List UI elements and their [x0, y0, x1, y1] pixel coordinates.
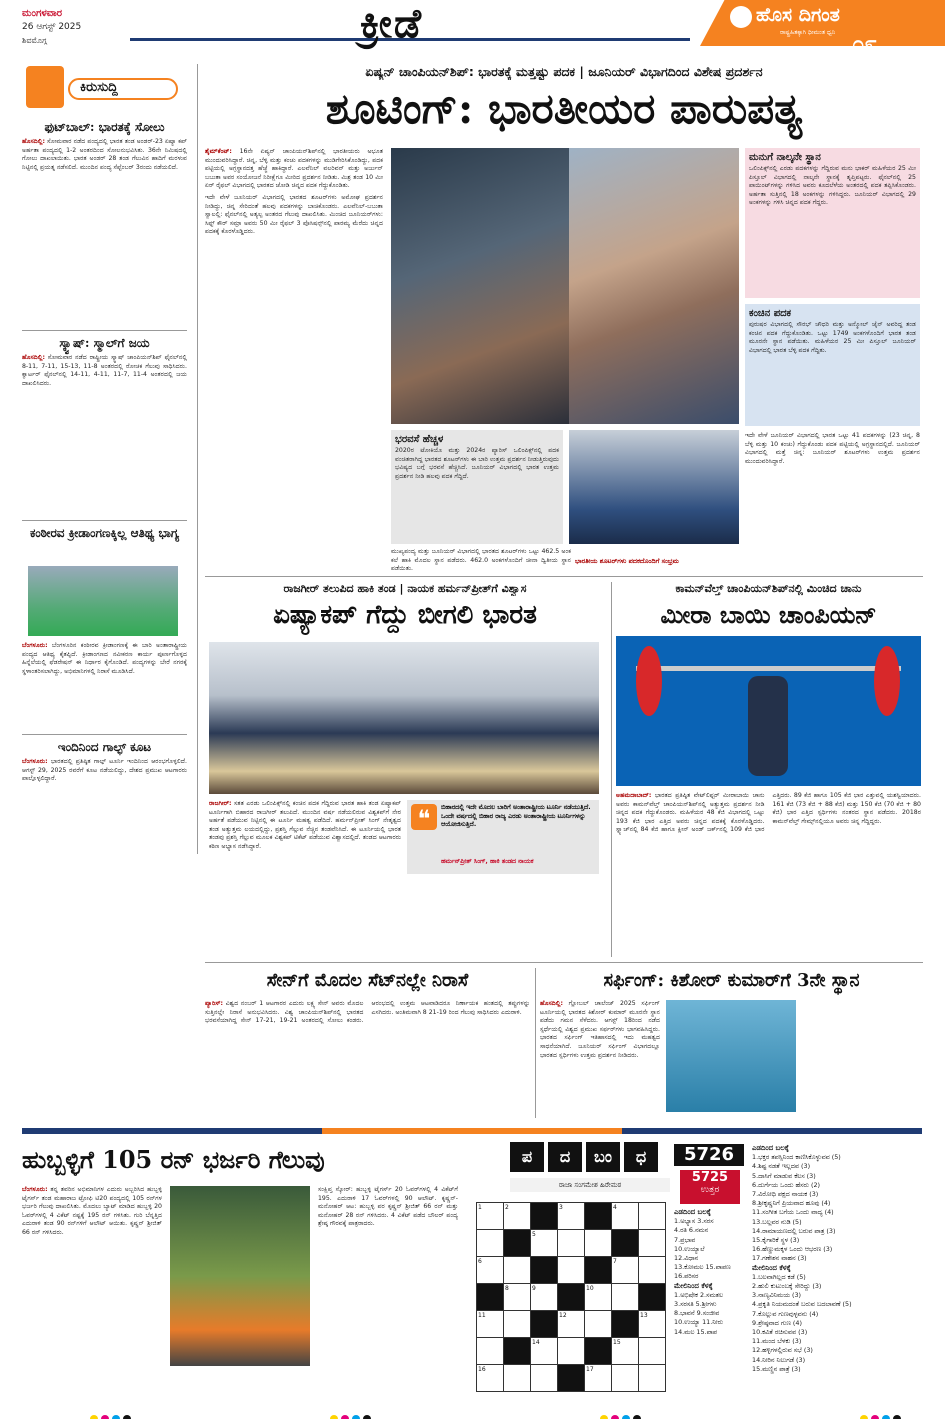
clues-down-title: ಮೇಲಿನಿಂದ ಕೆಳಕ್ಕೆ: [752, 1263, 791, 1272]
clue-across: 16.ಹೆಣ್ಣುಮಕ್ಕಳ ಒಂದು ಆಭರಣ (3): [752, 1245, 833, 1254]
clue-down: 3.ನಾಣ್ಯವಿನಿಮಯ (3): [752, 1291, 801, 1300]
section-divider: [205, 962, 923, 963]
hockey-quote-author: ಹರ್ಮನ್‌ಪ್ರೀತ್ ಸಿಂಗ್, ಹಾಕಿ ತಂಡದ ನಾಯಕ: [441, 858, 534, 865]
kirusuddi-item: [22, 526, 187, 675]
clue-across: 6.ದುರ್ಗೆಯ ಒಂದು ಹೆಸರು (2): [752, 1180, 821, 1189]
clue-across: 1.ಭಕ್ತರ ತಪಸ್ಸಿನಿಂದ ಕಾಣಿಸಿಕೊಳ್ಳುವವ (5): [752, 1153, 841, 1162]
answer-down: 14.ಮಲ 15.ಪಾಪ: [674, 1327, 718, 1336]
clue-across: 4.ಶಿಷ್ಟ ನಡತೆ ಇಲ್ಲದವ (3): [752, 1162, 811, 1171]
crossword-author: ರಾಜಾ ಸಂಗಮೇಶ ಹಿರೇಮಠ: [510, 1178, 670, 1192]
kirusuddi-item-body: ಬೆಂಗಳೂರಿನ ಕಂಠೀರವ ಕ್ರೀಡಾಂಗಣಕ್ಕೆ ಈ ಬಾರಿ ಅಂತಾರಾಷ್ಟ್ರೀಯ ಪಂದ್ಯದ ಆತಿಥ್ಯ ಕೈತಪ್ಪಿದೆ. ಕ್ರೀಡಾಂಗಣದ ನವೀಕರಣ ಕಾರ್ಯ ಪೂರ್ಣಗೊಳ್ಳದ ಹಿನ್ನೆಲೆಯಲ್ಲಿ ಫೆಡರೇಷನ್ ಈ ನಿರ್ಧಾರ ಕೈಗೊಂಡಿದೆ. ಪಂದ್ಯಗಳನ್ನು ಬೇರೆ ನಗರಕ್ಕೆ ಸ್ಥಳಾಂತರಿಸಲಾಗಿದ್ದು, ಅಭಿಮಾನಿಗಳಲ್ಲಿ ನಿರಾಸೆ ಮೂಡಿಸಿದೆ.: [22, 642, 187, 675]
clue-down: 7.ಕೊಲ್ಲುವ ಗುಣವುಳ್ಳವನು (4): [752, 1309, 819, 1318]
color-bar: [22, 1128, 922, 1134]
section-divider: [205, 576, 923, 577]
answer-down: 3.ಸರಸತಿ 5.ಶ್ರೀಗಳು: [674, 1300, 717, 1309]
side-box-body: ಪುರುಷರ ವಿಭಾಗದಲ್ಲಿ ಸೌರಭ್ ಚೌಧರಿ ಮತ್ತು ಅನ್ಮೋಲ್ ಜೈನ್ ಅವರಿದ್ದ ತಂಡ ಕಂಚಿನ ಪದಕ ಗೆದ್ದುಕೊಂಡಿತು. ಒಟ್ಟು 1749 ಅಂಕಗಳೊಂದಿಗೆ ಭಾರತ ತಂಡ ಮೂರನೇ ಸ್ಥಾನ ಪಡೆಯಿತು. ಮಹಿಳೆಯರ 25 ಮೀ ಪಿಸ್ತೂಲ್ ಜೂನಿಯರ್ ವಿಭಾಗದಲ್ಲಿ ಭಾರತ ಬೆಳ್ಳಿ ಪದಕ ಗೆದ್ದಿತು.: [749, 321, 916, 354]
registration-dots: [860, 1408, 904, 1419]
side-box-title: ಕಂಚಿನ ಪದಕ: [749, 308, 792, 319]
lead-story: [205, 64, 923, 572]
clue-down: 11.ಮಂದ ಬೆಳಕು (3): [752, 1337, 802, 1346]
hockey-headline: ಏಷ್ಯಾಕಪ್ ಗೆದ್ದು ಬೀಗಲಿ ಭಾರತ: [273, 600, 537, 630]
answer-number: 5725: [691, 1170, 729, 1185]
sen-headline: ಸೇನ್‌ಗೆ ಮೊದಲ ಸೆಟ್‌ನಲ್ಲೇ ನಿರಾಸೆ: [266, 970, 469, 991]
lead-body-3: ಮುಖ್ಯಪಂದ್ಯ ಮತ್ತು ಜೂನಿಯರ್ ವಿಭಾಗದಲ್ಲಿ ಭಾರತದ ಶೂಟರ್‌ಗಳು ಒಟ್ಟು 462.5 ಅಂಕ ಕಲೆ ಹಾಕಿ ಮೊದಲ ಸ್ಥಾನ ಪಡೆದರು. 462.0 ಅಂಕಗಳೊಂದಿಗೆ ಚೀನಾ ದ್ವಿತೀಯ ಸ್ಥಾನ ಪಡೆಯಿತು.: [391, 548, 571, 573]
clue-down: 15.ಮಣ್ಣಿನ ಪಾತ್ರೆ (3): [752, 1364, 801, 1373]
answer-across: 1.ಅಭ್ಯಾಸ 3.ಸರಸ: [674, 1217, 714, 1226]
dateline: ಹೊಸದಿಲ್ಲಿ:: [22, 138, 45, 145]
crossword-grid[interactable]: 1 2 3 4 5 6 7 8 9 10 11 12 13 14 15 16 17: [476, 1202, 666, 1392]
paper-name: ಹೊಸ ದಿಗಂತ: [756, 4, 840, 26]
clue-across: 15.ಕೈಗಾರಿಕೆ ಸ್ಥಳ (3): [752, 1236, 800, 1245]
cricketer-photo: [170, 1186, 310, 1366]
lead-headline: ಶೂಟಿಂಗ್: ಭಾರತೀಯರ ಪಾರುಪತ್ಯ: [325, 84, 803, 133]
kirusuddi-item: [22, 120, 187, 172]
meera-kicker: ಕಾಮನ್‌ವೆಲ್ತ್ ಚಾಂಪಿಯನ್‌ಶಿಪ್‌ನಲ್ಲಿ ಮಿಂಚಿದ ಚಾನು: [675, 582, 862, 595]
dateline: ಬೆಂಗಳೂರು:: [22, 758, 48, 765]
surfing-body: ಗ್ಲೋಬಲ್ ಚಾಲೆಂಜ್ 2025 ಸರ್ಫಿಂಗ್ ಟೂರ್ನಿಯಲ್ಲಿ ಭಾರತದ ಕಿಶೋರ್ ಕುಮಾರ್ ಮೂರನೇ ಸ್ಥಾನ ಪಡೆದು ಗಮನ ಸೆಳೆದರು. ಆಗಸ್ಟ್ 18ರಿಂದ ನಡೆದ ಸ್ಪರ್ಧೆಯಲ್ಲಿ ವಿಶ್ವದ ಪ್ರಮುಖ ಸರ್ಫರ್‌ಗಳು ಭಾಗವಹಿಸಿದ್ದರು. ಭಾರತದ ಸರ್ಫಿಂಗ್ ಇತಿಹಾಸದಲ್ಲಿ ಇದು ಮಹತ್ವದ ಸಾಧನೆಯಾಗಿದೆ. ಜೂನಿಯರ್ ಸರ್ಫಿಂಗ್ ವಿಭಾಗದಲ್ಲೂ ಭಾರತದ ಸ್ಪರ್ಧಿಗಳು ಉತ್ತಮ ಪ್ರದರ್ಶನ ನೀಡಿದರು.: [540, 1000, 660, 1059]
shooter-male-photo: [391, 148, 569, 424]
column-divider: [611, 582, 612, 957]
kirusuddi-item-title: ಸ್ಕ್ವಾಷ್: ಸ್ಮಾಲ್‌ಗೆ ಜಯ: [59, 336, 150, 350]
lead-kicker: ಏಷ್ಯನ್ ಚಾಂಪಿಯನ್‌ಶಿಪ್: ಭಾರತಕ್ಕೆ ಮತ್ತಷ್ಟು ಪದಕ | ಜೂನಿಯರ್ ವಿಭಾಗದಿಂದ ವಿಶೇಷ ಪ್ರದರ್ಶನ: [365, 64, 763, 79]
lotus-logo-icon: [730, 6, 752, 28]
quote-icon: ❝: [411, 804, 437, 830]
clue-down: 9.ಶ್ರೇಷ್ಠವಾದ ಗುಣ (4): [752, 1318, 802, 1327]
masthead-city: ಶಿವಮೊಗ್ಗ: [22, 36, 47, 45]
hockey-kicker: ರಾಜಗೀರ್ ತಲುಪಿದ ಹಾಕಿ ತಂಡ | ನಾಯಕ ಹರ್ಮನ್‌ಪ್ರೀತ್‌ಗೆ ವಿಶ್ವಾಸ: [283, 582, 527, 595]
kirusuddi-item: [22, 336, 187, 388]
kirusuddi-item-body: ಭಾರತದಲ್ಲಿ ಪ್ರತಿಷ್ಠಿತ ಗಾಲ್ಫ್ ಟೂರ್ನಿ ಇಂದಿನಿಂದ ಆರಂಭಗೊಳ್ಳಲಿದೆ. ಆಗಸ್ಟ್ 29, 2025 ರವರೆಗೆ ಕೂಟ ನಡೆಯಲಿದ್ದು, ದೇಶದ ಪ್ರಮುಖ ಆಟಗಾರರು ಪಾಲ್ಗೊಳ್ಳಲಿದ್ದಾರೆ.: [22, 758, 187, 783]
answer-across: 12.ವಿಧಾನ: [674, 1254, 699, 1263]
meera-story: [616, 582, 921, 957]
hope-box-body: 2020ರ ಟೋಕಿಯೊ ಮತ್ತು 2024ರ ಪ್ಯಾರಿಸ್ ಒಲಿಂಪಿಕ್ಸ್‌ನಲ್ಲಿ ಪದಕ ವಂಚಿತರಾಗಿದ್ದ ಭಾರತದ ಶೂಟರ್‌ಗಳು ಈ ಬಾರಿ ಉತ್ತಮ ಪ್ರದರ್ಶನ ನೀಡುತ್ತಿರುವುದು ಭವಿಷ್ಯದ ಬಗ್ಗೆ ಭರವಸೆ ಹೆಚ್ಚಿಸಿದೆ. ಜೂನಿಯರ್ ವಿಭಾಗದಲ್ಲಿ ಭಾರತ ಉತ್ತಮ ಪ್ರದರ್ಶನ ನೀಡಿ ಹಲವು ಪದಕ ಗೆದ್ದಿದೆ.: [395, 447, 559, 480]
surfer-photo: [666, 1000, 796, 1112]
answers-across-title: ಎಡದಿಂದ ಬಲಕ್ಕೆ: [674, 1208, 711, 1216]
surfing-headline: ಸರ್ಫಿಂಗ್: ಕಿಶೋರ್ ಕುಮಾರ್‌ಗೆ 3ನೇ ಸ್ಥಾನ: [603, 970, 860, 991]
registration-dots: [600, 1408, 644, 1419]
hope-box-title: ಭರವಸೆ ಹೆಚ್ಚಳ: [395, 434, 444, 445]
meera-body: ಭಾರತದ ಪ್ರತಿಷ್ಠಿತ ವೇಟ್‌ಲಿಫ್ಟರ್ ಮೀರಾಬಾಯಿ ಚಾನು ಅವರು ಕಾಮನ್‌ವೆಲ್ತ್ ಚಾಂಪಿಯನ್‌ಶಿಪ್‌ನಲ್ಲಿ ಅತ್ಯುತ್ತಮ ಪ್ರದರ್ಶನ ನೀಡಿ ಚಿನ್ನದ ಪದಕ ಗೆದ್ದುಕೊಂಡರು. ಮಹಿಳೆಯರ 48 ಕೆಜಿ ವಿಭಾಗದಲ್ಲಿ ಒಟ್ಟು 193 ಕೆಜಿ ಭಾರ ಎತ್ತಿದ ಅವರು ಚಿನ್ನದ ಪದಕಕ್ಕೆ ಕೊರಳೊಡ್ಡಿದರು. ಸ್ನ್ಯಾಚ್‌ನಲ್ಲಿ 84 ಕೆಜಿ ಹಾಗೂ ಕ್ಲೀನ್ ಅಂಡ್ ಜರ್ಕ್‌ನಲ್ಲಿ 109 ಕೆಜಿ ಭಾರ ಎತ್ತಿದರು. 89 ಕೆಜಿ ಹಾಗೂ 105 ಕೆಜಿ ಭಾರ ಎತ್ತುವಲ್ಲಿ ಯಶಸ್ವಿಯಾದರು. 161 ಕೆಜಿ (73 ಕೆಜಿ + 88 ಕೆಜಿ) ಮತ್ತು 150 ಕೆಜಿ (70 ಕೆಜಿ + 80 ಕೆಜಿ) ಭಾರ ಎತ್ತಿದ ಸ್ಪರ್ಧಿಗಳು ನಂತರದ ಸ್ಥಾನ ಪಡೆದರು. 2018ರ ಕಾಮನ್‌ವೆಲ್ತ್ ಗೇಮ್ಸ್‌ನಲ್ಲಿಯೂ ಅವರು ಚಿನ್ನ ಗೆದ್ದಿದ್ದರು.: [616, 792, 921, 834]
dateline: ಶೈಮ್‌ಕೆಂಟ್:: [205, 148, 232, 155]
crossword-number: 5726: [674, 1144, 744, 1166]
photo-caption: ಭಾರತೀಯ ಶೂಟರ್‌ಗಳು ಪದಕದೊಂದಿಗೆ ಸಂಭ್ರಮ: [575, 557, 679, 565]
masthead: [0, 0, 945, 58]
hockey-body: ಸತತ ಎರಡು ಒಲಿಂಪಿಕ್ಸ್‌ನಲ್ಲಿ ಕಂಚಿನ ಪದಕ ಗೆದ್ದಿರುವ ಭಾರತ ಹಾಕಿ ತಂಡ ಏಷ್ಯಾಕಪ್ ಟೂರ್ನಿಗಾಗಿ ಬಿಹಾರದ ರಾಜಗೀರ್ ತಲುಪಿದೆ. ಮುಂದಿನ ವರ್ಷ ನಡೆಯಲಿರುವ ವಿಶ್ವಕಪ್‌ಗೆ ನೇರ ಅರ್ಹತೆ ಪಡೆಯುವ ನಿಟ್ಟಿನಲ್ಲಿ ಈ ಟೂರ್ನಿ ಮಹತ್ವ ಪಡೆದಿದೆ. ಹರ್ಮನ್‌ಪ್ರೀತ್ ಸಿಂಗ್ ನೇತೃತ್ವದ ತಂಡ ಅತ್ಯುತ್ತಮ ಲಯದಲ್ಲಿದ್ದು, ಪ್ರಶಸ್ತಿ ಗೆಲ್ಲುವ ನೆಚ್ಚಿನ ತಂಡವೆನಿಸಿದೆ. ಈ ಟೂರ್ನಿಯಲ್ಲಿ ಭಾರತ ತಂಡವು ಪ್ರಶಸ್ತಿ ಗೆಲ್ಲುವ ಮೂಲಕ ವಿಶ್ವಕಪ್ ಟಿಕೆಟ್ ಪಡೆಯುವ ವಿಶ್ವಾಸದಲ್ಲಿದೆ. ತಂಡದ ಆಟಗಾರರು ಕಠಿಣ ಅಭ್ಯಾಸ ನಡೆಸಿದ್ದಾರೆ.: [209, 800, 402, 850]
kirusuddi-item-title: ಫುಟ್‌ಬಾಲ್: ಭಾರತಕ್ಕೆ ಸೋಲು: [44, 120, 165, 134]
hockey-story: [205, 582, 605, 957]
hockey-quote: ಬಿಹಾರದಲ್ಲಿ ಇದೇ ಮೊದಲ ಬಾರಿಗೆ ಅಂತಾರಾಷ್ಟ್ರೀಯ ಟೂರ್ನಿ ನಡೆಯುತ್ತಿದೆ. ಒಂದೇ ವರ್ಷದಲ್ಲಿ ಬಿಹಾರ ರಾಜ್ಯ ಎರಡು ಅಂತಾರಾಷ್ಟ್ರೀಯ ಟೂರ್ನಿಗಳನ್ನು ಆಯೋಜಿಸುತ್ತಿದೆ.: [441, 804, 591, 829]
dateline: ಪ್ಯಾರಿಸ್:: [205, 1000, 224, 1007]
answers-down-title: ಮೇಲಿನಿಂದ ಕೆಳಕ್ಕೆ: [674, 1281, 713, 1290]
clue-across: 11.ಸಂಗೀತ ಬಗೆಯ ಒಂದು ವಾದ್ಯ (4): [752, 1208, 834, 1217]
answer-across: 4.ರತಿ 6.ನಮನ: [674, 1226, 709, 1235]
crossword-title-letter: ದ: [548, 1142, 582, 1172]
lead-body-1: 16ನೇ ಏಷ್ಯನ್ ಚಾಂಪಿಯನ್‌ಶಿಪ್‌ನಲ್ಲಿ ಭಾರತೀಯರು ಅಭೂತ ಮುಂದುವರಿಸಿದ್ದಾರೆ. ಚಿನ್ನ, ಬೆಳ್ಳಿ ಮತ್ತು ಕಂಚು ಪದಕಗಳನ್ನು ಮುಡಿಗೇರಿಸಿಕೊಂಡಿದ್ದು, ಪದಕ ಪಟ್ಟಿಯಲ್ಲಿ ಅಗ್ರಸ್ಥಾನದತ್ತ ಹೆಜ್ಜೆ ಹಾಕಿದ್ದಾರೆ. ಎಲವೆನಿಲ್ ವಲರಿವನ್ ಮತ್ತು ಅರ್ಜುನ್ ಬಬುತಾ ಅವರ ಸಂಯೋಜನೆ ನಿರೀಕ್ಷೆಗೂ ಮೀರಿದ ಪ್ರದರ್ಶನ ನೀಡಿತು. ಮಿಶ್ರ ತಂಡ 10 ಮೀ ಏರ್ ರೈಫಲ್ ವಿಭಾಗದಲ್ಲಿ ಭಾರತದ ಜೋಡಿ ಚಿನ್ನದ ಪದಕ ಗೆದ್ದುಕೊಂಡಿತು.: [205, 148, 383, 190]
clue-across: 14.ರಾಮಾಯಣದಲ್ಲಿ ಬರುವ ಪಾತ್ರ (3): [752, 1226, 836, 1235]
weightlifter-photo: [616, 636, 921, 786]
surfing-story: [540, 968, 923, 1118]
shooter-female-photo: [569, 148, 739, 424]
hubballi-body: ತನ್ನ ತವರಿನ ಅಭಿಮಾನಿಗಳ ಎದುರು ಅಬ್ಬರಿಸಿದ ಹುಬ್ಬಳ್ಳಿ ಟೈಗರ್ಸ್ ತಂಡ ಮಹಾರಾಜ ಟ್ರೋಫಿ ಟಿ20 ಪಂದ್ಯದಲ್ಲಿ 105 ರನ್‌ಗಳ ಭರ್ಜರಿ ಗೆಲುವು ದಾಖಲಿಸಿತು. ಮೊದಲು ಬ್ಯಾಟ್ ಮಾಡಿದ ಹುಬ್ಬಳ್ಳಿ 20 ಓವರ್‌ಗಳಲ್ಲಿ 4 ವಿಕೆಟ್ ನಷ್ಟಕ್ಕೆ 195 ರನ್ ಗಳಿಸಿತು. ಗುರಿ ಬೆನ್ನತ್ತಿದ ಎದುರಾಳಿ ತಂಡ 90 ರನ್‌ಗಳಿಗೆ ಆಲೌಟ್ ಆಯಿತು. ಕೃಷ್ಣನ್ ಶ್ರೀಜಿತ್ 66 ರನ್ ಗಳಿಸಿದರು.: [22, 1186, 162, 1236]
masthead-day: ಮಂಗಳವಾರ: [22, 8, 63, 19]
kirusuddi-item-body: ಸೋಮವಾರ ನಡೆದ ರಾಷ್ಟ್ರೀಯ ಸ್ಕ್ವಾಷ್ ಚಾಂಪಿಯನ್‌ಶಿಪ್ ಫೈನಲ್‌ನಲ್ಲಿ 8-11, 7-11, 15-13, 11-8 ಅಂತರದಲ್ಲಿ ರೋಚಕ ಗೆಲುವು ಸಾಧಿಸಿದರು. ಕ್ವಾರ್ಟರ್ ಫೈನಲ್‌ನಲ್ಲಿ 14-11, 4-11, 11-7, 11-4 ಅಂತರದಲ್ಲಿ ಜಯ ದಾಖಲಿಸಿದರು.: [22, 354, 187, 387]
registration-dots: [330, 1408, 374, 1419]
stadium-photo: [28, 566, 178, 636]
kirusuddi-column: [22, 64, 192, 854]
answer-across: 13.ಕೋಮಲ 15.ಪಾಪಣ: [674, 1263, 731, 1272]
clue-across: 8.ಶ್ರೀಕೃಷ್ಣನಿಗೆ ಪ್ರಿಯವಾದ ಹೂವು (4): [752, 1199, 831, 1208]
dateline: ಹೊಸದಿಲ್ಲಿ:: [22, 354, 45, 361]
crossword-title-letter: ಧ: [624, 1142, 658, 1172]
sen-body: ವಿಶ್ವದ ನಂಬರ್ 1 ಆಟಗಾರರ ಎದುರು ಲಕ್ಷ್ಯ ಸೇನ್ ಅವರು ಮೊದಲ ಸುತ್ತಿನಲ್ಲೇ ನಿರಾಸೆ ಅನುಭವಿಸಿದರು. ವಿಶ್ವ ಚಾಂಪಿಯನ್‌ಶಿಪ್‌ನಲ್ಲಿ ಭಾರತದ ಭರವಸೆಯಾಗಿದ್ದ ಸೇನ್ 17-21, 19-21 ಅಂತರದಲ್ಲಿ ಸೋಲು ಕಂಡರು. ಆರಂಭದಲ್ಲಿ ಉತ್ತಮ ಆಟವಾಡಿದರೂ ನಿರ್ಣಾಯಕ ಹಂತದಲ್ಲಿ ತಪ್ಪುಗಳನ್ನು ಎಸಗಿದರು. ಅಂತಿಮವಾಗಿ 8 21-19 ರಿಂದ ಗೆಲುವು ಸಾಧಿಸಿದರು ಎದುರಾಳಿ.: [205, 1000, 530, 1025]
side-box-title: ಮನುಗೆ ನಾಲ್ಕನೇ ಸ್ಥಾನ: [749, 152, 821, 163]
medal-winners-photo: [569, 430, 739, 544]
clue-across: 17.ಗಣೇಶನ ವಾಹನ (3): [752, 1254, 807, 1263]
clue-across: 13.ಬಲ್ಲವರ ನುಡಿ (5): [752, 1217, 802, 1226]
answer-across: 16.ಪರಿಸರ: [674, 1272, 699, 1281]
clues-across-title: ಎಡದಿಂದ ಬಲಕ್ಕೆ: [752, 1144, 789, 1152]
dateline: ಬೆಂಗಳೂರು:: [22, 642, 48, 649]
dateline: ರಾಜಗೀರ್:: [209, 800, 232, 807]
page-number: ೦೯: [852, 32, 877, 57]
answer-across: 7.ಪ್ರಭಾವ: [674, 1235, 696, 1244]
clue-down: 4.ಪ್ರಕೃತಿ ನಿಯಮದಂತೆ ಬರುವ ಬದಲಾವಣೆ (5): [752, 1300, 852, 1309]
kirusuddi-banner: [22, 64, 187, 112]
clue-down: 1.ಬಲವಾಗಿಲ್ಲದ ಕಡೆ (5): [752, 1272, 806, 1281]
hubballi-body-2: ಸಂಕ್ಷಿಪ್ತ ಸ್ಕೋರ್: ಹುಬ್ಬಳ್ಳಿ ಟೈಗರ್ಸ್ 20 ಓವರ್‌ಗಳಲ್ಲಿ 4 ವಿಕೆಟ್‌ಗೆ 195. ಎದುರಾಳಿ 17 ಓವರ್‌ಗಳಲ್ಲಿ 90 ಆಲೌಟ್. ಕೃಷ್ಣನ್-ಮನೋಹರ್ ಆಟ: ಹುಬ್ಬಳ್ಳಿ ಪರ ಕೃಷ್ಣನ್ ಶ್ರೀಜಿತ್ 66 ರನ್ ಮತ್ತು ಮನೋಹರ್ 28 ರನ್ ಗಳಿಸಿದರು. 4 ವಿಕೆಟ್ ಪಡೆದ ಬೌಲರ್ ಪಂದ್ಯ ಶ್ರೇಷ್ಠ ಗೌರವಕ್ಕೆ ಪಾತ್ರರಾದರು.: [318, 1186, 458, 1228]
paper-tagline: ರಾಷ್ಟ್ರಹಿತಕ್ಕಾಗಿ ಧೀಮಂತ ಧ್ವನಿ: [780, 29, 836, 36]
clue-down: 10.ಕವಿತೆ ರಚಿಸುವವ (3): [752, 1328, 808, 1337]
section-title: ಕ್ರೀಡೆ: [360, 0, 423, 47]
kirusuddi-label: ಕಿರುಸುದ್ದಿ: [80, 80, 118, 95]
dateline: ಅಹಮದಾಬಾದ್:: [616, 792, 652, 799]
crossword: [470, 1142, 930, 1407]
clue-down: 12.ಹಳ್ಳಿಗಳಲ್ಲಿರುವ ಸಭೆ (3): [752, 1346, 813, 1355]
registration-dots: [90, 1408, 134, 1419]
sen-story: [205, 968, 530, 1118]
clue-down: 14.ನೀರಿನ ನಿಲುಗಡೆ (3): [752, 1355, 806, 1364]
column-divider: [535, 968, 536, 1118]
answer-down: 10.ಉಯ್ಯಾ 11.ನೀರು: [674, 1318, 724, 1327]
hockey-team-photo: [209, 642, 599, 794]
hubballi-headline: ಹುಬ್ಬಳ್ಳಿಗೆ 105 ರನ್ ಭರ್ಜರಿ ಗೆಲುವು: [22, 1145, 325, 1174]
masthead-date: 26 ಆಗಸ್ಟ್ 2025: [22, 22, 82, 32]
crossword-title-letter: ಪ: [510, 1142, 544, 1172]
pointing-hand-icon: [26, 66, 64, 108]
clue-across: 7.ವಿರೋಧಿ ಪಕ್ಷದ ನಾಯಕ (3): [752, 1190, 819, 1199]
lead-body-2: ಇದೇ ವೇಳೆ ಜೂನಿಯರ್ ವಿಭಾಗದಲ್ಲಿ ಭಾರತದ ಶೂಟರ್‌ಗಳು ಅಮೋಘ ಪ್ರದರ್ಶನ ನೀಡಿದ್ದು, ಚಿನ್ನ ಸೇರಿದಂತೆ ಹಲವು ಪದಕಗಳನ್ನು ಬಾಚಿಕೊಂಡರು. ಎಲವೆನಿಲ್-ಬಬುತಾ ಸ್ವಾಲಲ್ಲಿ: ಫೈನಲ್‌ನಲ್ಲಿ ಅತ್ಯಲ್ಪ ಅಂತರದ ಗೆಲುವು ದಾಖಲಿಸಿತು. ಮಿಂಚಿದ ಜೂನಿಯರ್‌ಗಳು: ಸಿಫ್ಟ್ ಕೌರ್ ಸಮ್ರಾ ಅವರು 50 ಮೀ ರೈಫಲ್ 3 ಪೊಸಿಷನ್ಸ್‌ನಲ್ಲಿ ಪಾರಮ್ಯ ಮೆರೆದು ಚಿನ್ನದ ಪದಕಕ್ಕೆ ಕೊರಳೊಡ್ಡಿದರು.: [205, 193, 383, 236]
kirusuddi-item-body: ಸೋಮವಾರ ನಡೆದ ಪಂದ್ಯದಲ್ಲಿ ಭಾರತ ತಂಡ ಅಂಡರ್-23 ಏಷ್ಯಾ ಕಪ್ ಅರ್ಹತಾ ಪಂದ್ಯದಲ್ಲಿ 1-2 ಅಂತರದಿಂದ ಸೋಲನುಭವಿಸಿತು. 36ನೇ ನಿಮಿಷದಲ್ಲಿ ಗೋಲು ದಾಖಲಾಯಿತು. ಭಾರತ ಅಂಡರ್ 28 ತಂಡ ಗೆಲುವಿನ ಹಾದಿಗೆ ಮರಳುವ ನಿಟ್ಟಿನಲ್ಲಿ ಪ್ರಯತ್ನ ನಡೆಸಲಿದೆ. ಮುಂದಿನ ಪಂದ್ಯ ಸೆಪ್ಟೆಂಬರ್ 3ರಂದು ನಡೆಯಲಿದೆ.: [22, 138, 188, 171]
kirusuddi-item-title: ಇಂದಿನಿಂದ ಗಾಲ್ಫ್ ಕೂಟ: [57, 740, 152, 754]
clue-across: 5.ದಾಸಿಗೆ ಮಾಡುವ ಕೆಲಸ (3): [752, 1171, 816, 1180]
kirusuddi-item: [22, 740, 187, 784]
dateline: ಹೊಸದಿಲ್ಲಿ:: [540, 1000, 563, 1007]
answer-down: 8.ಭಾವನೆ 9.ಸಂಜೀವ: [674, 1309, 720, 1318]
kirusuddi-item-title: ಕಂಠೀರವ ಕ್ರೀಡಾಂಗಣಕ್ಕಿಲ್ಲ ಆತಿಥ್ಯ ಭಾಗ್ಯ: [29, 526, 180, 540]
side-box-body: ಒಲಿಂಪಿಕ್ಸ್‌ನಲ್ಲಿ ಎರಡು ಪದಕಗಳನ್ನು ಗೆದ್ದಿರುವ ಮನು ಭಾಕರ್ ಮಹಿಳೆಯರ 25 ಮೀ ಪಿಸ್ತೂಲ್ ವಿಭಾಗದಲ್ಲಿ ನಾಲ್ಕನೇ ಸ್ಥಾನಕ್ಕೆ ತೃಪ್ತಿಪಟ್ಟರು. ಫೈನಲ್‌ನಲ್ಲಿ 25 ಪಾಯಿಂಟ್‌ಗಳನ್ನು ಗಳಿಸಿದ ಅವರು ಕೂದಲೆಳೆಯ ಅಂತರದಲ್ಲಿ ಪದಕ ತಪ್ಪಿಸಿಕೊಂಡರು. ಅರ್ಹತಾ ಸುತ್ತಿನಲ್ಲಿ 18 ಅಂಕಗಳನ್ನು ಗಳಿಸಿದ್ದರು. ಜೂನಿಯರ್ ವಿಭಾಗದಲ್ಲಿ 29 ಅಂಕಗಳನ್ನು ಗಳಿಸಿ ಚಿನ್ನದ ಪದಕ ಗೆದ್ದರು.: [749, 165, 916, 207]
crossword-title: [510, 1142, 670, 1172]
answer-label: ಉತ್ತರ: [700, 1185, 720, 1195]
hubballi-story: [22, 1142, 462, 1407]
answer-across: 10.ಉಯ್ಯಾಲೆ: [674, 1244, 705, 1253]
meera-headline: ಮೀರಾ ಬಾಯಿ ಚಾಂಪಿಯನ್: [660, 600, 877, 629]
clue-down: 2.ಹುಲಿ ಕುಟುಂಬಕ್ಕೆ ಸೇರಿದ್ದು (3): [752, 1282, 822, 1291]
crossword-title-letter: ಬಂ: [586, 1142, 620, 1172]
dateline: ಬೆಂಗಳೂರು:: [22, 1186, 48, 1193]
side-body-3: ಇದೇ ವೇಳೆ ಜೂನಿಯರ್ ವಿಭಾಗದಲ್ಲಿ ಭಾರತ ಒಟ್ಟು 41 ಪದಕಗಳನ್ನು (23 ಚಿನ್ನ, 8 ಬೆಳ್ಳಿ ಮತ್ತು 10 ಕಂಚು) ಗೆದ್ದುಕೊಂಡು ಪದಕ ಪಟ್ಟಿಯಲ್ಲಿ ಅಗ್ರಸ್ಥಾನದಲ್ಲಿದೆ. ಜೂನಿಯರ್ ವಿಭಾಗದಲ್ಲಿ ಮತ್ತೆ ಚಿನ್ನ: ಜೂನಿಯರ್ ಶೂಟರ್‌ಗಳು ಉತ್ತಮ ಪ್ರದರ್ಶನ ಮುಂದುವರಿಸಿದ್ದಾರೆ.: [745, 432, 920, 465]
column-divider: [197, 64, 198, 854]
answer-down: 1.ಅಭಿಷೇಕ 2.ಸಮತಲ: [674, 1290, 724, 1299]
